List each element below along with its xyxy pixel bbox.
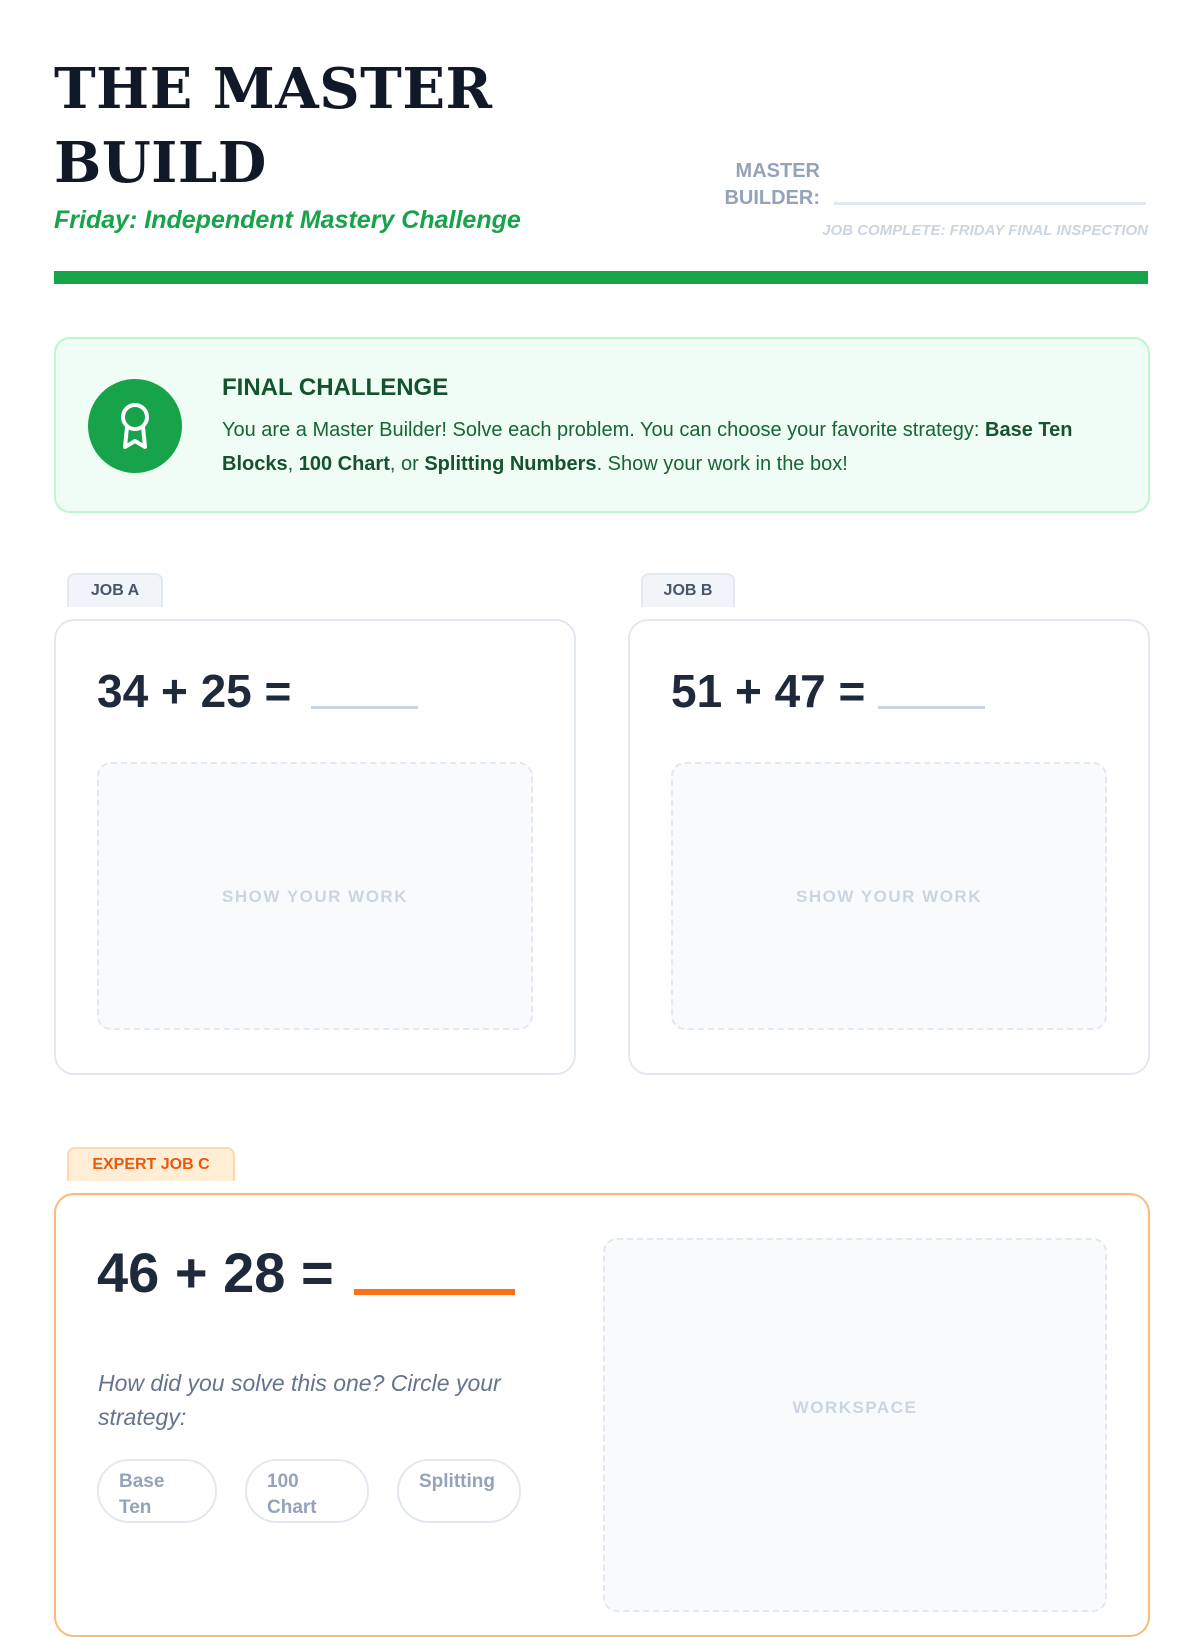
instructions-separator: , or: [389, 453, 425, 475]
strategy-100-chart: 100 Chart: [298, 453, 390, 475]
strategy-option-base-ten[interactable]: Base Ten: [97, 1459, 217, 1523]
strategy-option-100-chart[interactable]: 100 Chart: [245, 1459, 369, 1523]
job-b-work-area[interactable]: [671, 762, 1107, 1030]
header-divider: [54, 271, 1148, 284]
expert-job-workspace[interactable]: [603, 1238, 1107, 1612]
expert-job-answer-line[interactable]: [354, 1289, 515, 1295]
job-b-problem: 51 + 47 =: [671, 665, 866, 717]
page-subtitle: Friday: Independent Mastery Challenge: [54, 206, 521, 234]
job-a-answer-line[interactable]: [311, 706, 418, 709]
instructions-text-start: You are a Master Builder! Solve each problem. You can choose your favorite strategy:: [222, 419, 986, 441]
challenge-title: FINAL CHALLENGE: [222, 374, 449, 401]
strategy-splitting: Splitting Numbers: [424, 453, 597, 475]
job-a-work-area[interactable]: [97, 762, 533, 1030]
builder-name-label: MASTER BUILDER:: [724, 160, 820, 209]
strategy-prompt: How did you solve this one? Circle your strategy:: [98, 1370, 501, 1430]
challenge-instructions: [222, 413, 1102, 481]
strategy-option-splitting[interactable]: Splitting: [397, 1459, 521, 1523]
tab-expert-job-c: EXPERT JOB C: [67, 1147, 235, 1181]
expert-job-problem: 46 + 28 =: [97, 1241, 334, 1304]
job-complete-note: JOB COMPLETE: FRIDAY FINAL INSPECTION: [822, 222, 1148, 239]
award-ribbon-icon: [113, 401, 157, 453]
work-area-label: SHOW YOUR WORK: [222, 887, 408, 906]
instructions-separator: ,: [287, 453, 299, 475]
strategy-base-ten: Base Ten Blocks: [222, 419, 1073, 475]
instructions-text-end: . Show your work in the box!: [596, 453, 848, 475]
page-title: THE MASTER BUILD: [54, 56, 493, 196]
job-b-answer-line[interactable]: [878, 706, 985, 709]
tab-job-b: JOB B: [641, 573, 735, 607]
work-area-label: SHOW YOUR WORK: [796, 887, 982, 906]
workspace-label: WORKSPACE: [792, 1398, 918, 1417]
award-badge: [88, 379, 182, 473]
builder-name-line[interactable]: [834, 202, 1146, 205]
job-a-problem: 34 + 25 =: [97, 665, 292, 717]
tab-job-a: JOB A: [67, 573, 163, 607]
